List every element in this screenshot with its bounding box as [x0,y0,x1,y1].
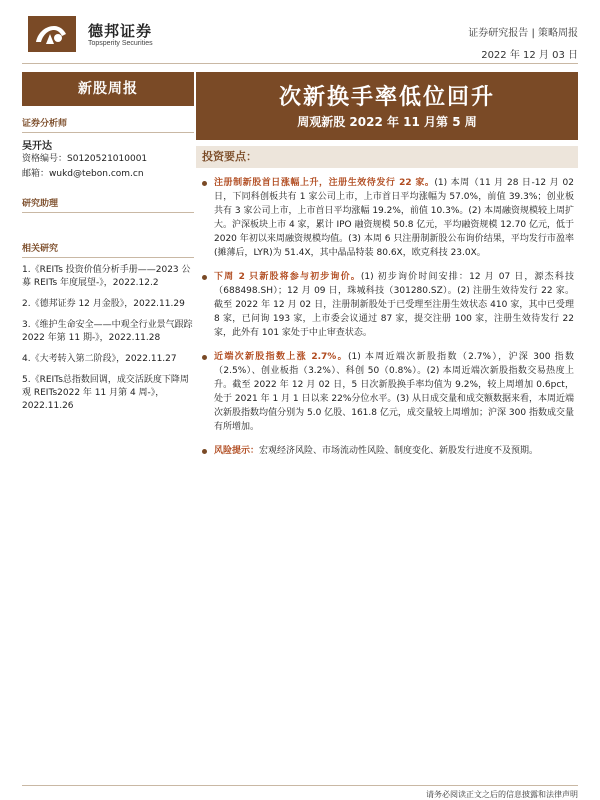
related-item[interactable]: 4.《大考转入第二阶段》，2022.11.27 [22,354,177,364]
header-divider [22,63,578,64]
analyst-email: 邮箱：wukd@tebon.com.cn [22,169,144,179]
related-list [22,264,194,413]
report-category: 新股周报 [22,72,194,106]
brand-name: 德邦证券 [88,22,153,40]
risk-lead: 风险提示： [214,446,260,456]
key-points-header: 投资要点： [196,146,578,168]
key-point-lead: 近端次新股指数上涨 2.7%。 [214,352,348,362]
key-point-lead: 注册制新股首日涨幅上升，注册生效待发行 22 家。 [214,178,435,188]
report-date: 2022 年 12 月 03 日 [481,50,578,61]
analyst-cert: 资格编号：S0120521010001 [22,154,148,164]
bullet-icon [202,449,207,454]
report-type: 证券研究报告 | 策略周报 [468,28,578,39]
title-band [196,72,578,140]
related-item[interactable]: 5.《REITs总指数回调，成交活跃度下降周观 REITs2022 年 11 月第 4 周-》，2022.11.26 [22,375,189,411]
key-points-body [200,176,574,468]
key-point-text: (1) 初步询价时间安排：12 月 07 日，源杰科技（688498.SH）；12 月 09 日，珠城科技（301280.SZ）。(2) 注册生效待发行 22 家。截至 2022 年 12 月 02 日，注册制新股处于已受理至注册生效状态 410 家，其中已受理 8 家，已问询 193 家，上市委会议通过 87 家，提交注册 100 家，注册生效待发行 22 家，此外有 101 家处于中止审查状态。 [214,272,574,338]
key-point-paragraph [200,176,574,260]
related-item[interactable]: 2.《德邦证券 12 月金股》，2022.11.29 [22,299,185,309]
footer-divider [22,785,578,786]
page-title: 次新换手率低位回升 [278,85,495,110]
analyst-header: 证券分析师 [22,116,194,133]
risk-text: 宏观经济风险、市场流动性风险、制度变化、新股发行进度不及预期。 [259,446,539,456]
footer-disclaimer: 请务必阅读正文之后的信息披露和法律声明 [426,790,578,799]
sidebar [22,116,194,421]
related-item[interactable]: 1.《REITs 投资价值分析手册——2023 公募 REITs 年度展望-》，2022.12.2 [22,265,191,288]
page-subtitle: 周观新股 2022 年 11 月第 5 周 [297,115,477,129]
key-point-text: (1) 本周近端次新股指数（2.7%），沪深 300 指数（2.5%）、创业板指（3.2%）、科创 50（0.8%）。(2) 本周近端次新股指数交易热度上升。截至 2022 年 12 月 02 日，5 日次新股换手率均值为 9.2%，较上周增加 0.6pct，处于 2021 年 1 月 1 日以来 22%分位水平。(3) 从日成交量和成交额数据来看，本周近端次新股指数均值分别为 5.0 亿股、161.8 亿元，成交量较上周增加；沪深 300 指数成交量有所增加。 [214,352,574,432]
analyst-name: 吴开达 [22,141,52,152]
bullet-icon [202,181,207,186]
risk-paragraph [200,444,574,458]
assistant-header: 研究助理 [22,196,194,213]
key-point-lead: 下周 2 只新股将参与初步询价。 [214,272,361,282]
related-item[interactable]: 3.《维护生命安全——中观全行业景气跟踪 2022 年第 11 期-》，2022.11.28 [22,320,193,343]
key-point-text: (1) 本周（11 月 28 日-12 月 02 日，下同科创板共有 1 家公司上市，上市首日平均涨幅为 57.0%，前值 39.3%；创业板共有 3 家公司上市，上市首日平均涨幅 19.2%，前值 10.3%。(2) 本周融资规模较上周扩大。沪深板块上市 4 家，累计 IPO 融资规模 50.8 亿元，平均融资规模 12.70 亿元，低于 2020 年初以来周融资规模均值。(3) 本周 6 只注册制新股公布询价结果，平均发行市盈率(摊薄后，LYR)为 51.4X，其中晶品特装 80.6X，欧克科技 23.0X。 [214,178,574,258]
key-point-paragraph [200,350,574,434]
bullet-icon [202,355,207,360]
related-header: 相关研究 [22,241,194,258]
topsperity-logo [28,16,76,52]
key-point-paragraph [200,270,574,340]
brand-name-en: Topsperity Securities [88,40,153,47]
bullet-icon [202,275,207,280]
